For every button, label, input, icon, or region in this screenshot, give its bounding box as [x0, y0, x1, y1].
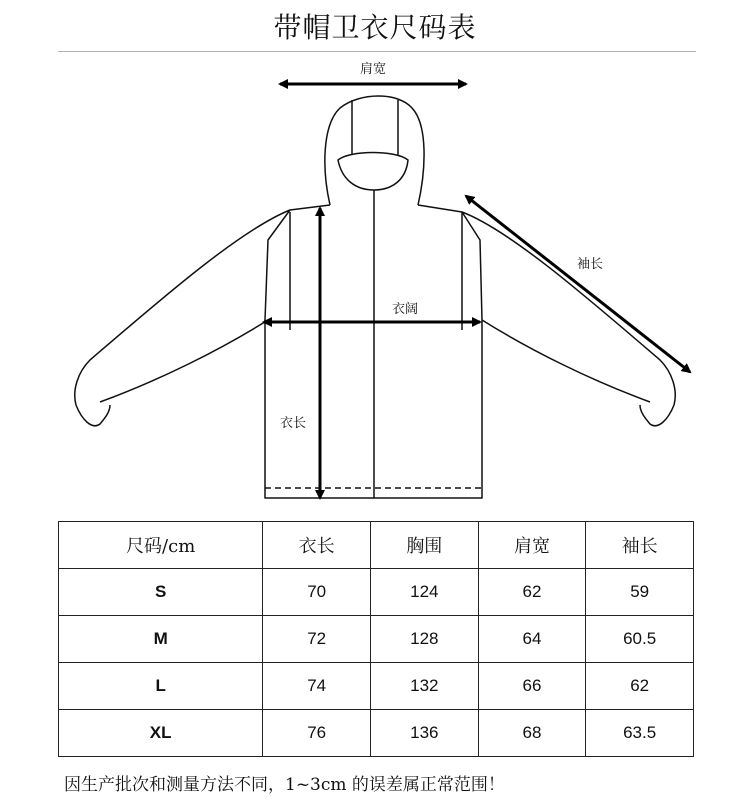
sleeve-label: 袖长	[576, 257, 604, 272]
table-header: 尺码/cm	[59, 522, 263, 569]
table-row	[59, 710, 694, 757]
table-cell: 72	[263, 616, 371, 663]
table-cell: 136	[370, 710, 478, 757]
table-header: 胸围	[370, 522, 478, 569]
table-cell: 66	[478, 663, 586, 710]
size-table	[58, 521, 694, 757]
table-cell: 70	[263, 569, 371, 616]
sleeve-arrow	[466, 196, 690, 372]
double-arrow-icon	[264, 84, 690, 498]
table-cell: 64	[478, 616, 586, 663]
table-cell: 68	[478, 710, 586, 757]
table-header-row	[59, 522, 694, 569]
table-row	[59, 616, 694, 663]
table-cell: 62	[478, 569, 586, 616]
table-row	[59, 663, 694, 710]
page-title: 带帽卫衣尺码表	[273, 11, 477, 44]
table-cell: 63.5	[586, 710, 694, 757]
table-cell: 132	[370, 663, 478, 710]
table-cell: 60.5	[586, 616, 694, 663]
table-header: 衣长	[263, 522, 371, 569]
table-cell: 62	[586, 663, 694, 710]
table-row	[59, 569, 694, 616]
size-cell: M	[59, 616, 263, 663]
table-header: 肩宽	[478, 522, 586, 569]
length-label: 衣长	[279, 416, 307, 431]
table-cell: 128	[370, 616, 478, 663]
hoodie-outline-icon	[75, 96, 675, 498]
size-cell: L	[59, 663, 263, 710]
size-cell: S	[59, 569, 263, 616]
table-cell: 74	[263, 663, 371, 710]
shoulder-label: 肩宽	[359, 62, 387, 77]
table-cell: 76	[263, 710, 371, 757]
table-cell: 124	[370, 569, 478, 616]
chest-label: 衣阔	[391, 302, 419, 317]
size-cell: XL	[59, 710, 263, 757]
footnote: 因生产批次和测量方法不同，1~3cm 的误差属正常范围！	[64, 775, 505, 795]
table-header: 袖长	[586, 522, 694, 569]
table-cell: 59	[586, 569, 694, 616]
